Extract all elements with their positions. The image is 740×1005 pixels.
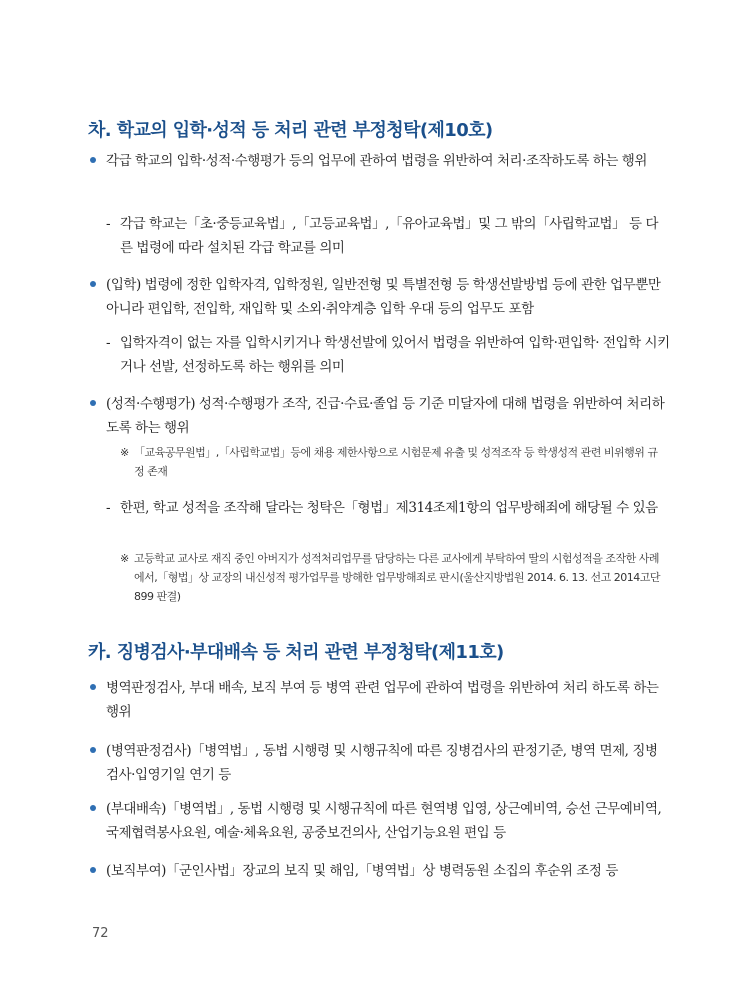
section-title-cha: 차. 학교의 입학·성적 등 처리 관련 부정청탁(제10호) bbox=[88, 120, 493, 141]
bullet-dot-icon bbox=[90, 157, 96, 163]
dash-text: 입학자격이 없는 자를 입학시키거나 학생선발에 있어서 법령을 위반하여 입학·편입학· 전입학 시키거나 선발, 선정하도록 하는 행위를 의미 bbox=[120, 335, 670, 375]
bullet-item bbox=[90, 392, 670, 440]
dash-text: 각급 학교는「초·중등교육법」,「고등교육법」,「유아교육법」및 그 밖의「사립학교법」 등 다른 법령에 따라 설치된 각급 학교를 의미 bbox=[120, 216, 659, 256]
dash-item bbox=[106, 496, 670, 520]
bullet-text: 병역판정검사, 부대 배속, 보직 부여 등 병역 관련 업무에 관하여 법령을 위반하여 처리 하도록 하는 행위 bbox=[106, 680, 659, 720]
bullet-item bbox=[90, 739, 670, 787]
section-title-ka: 카. 징병검사·부대배속 등 처리 관련 부정청탁(제11호) bbox=[88, 642, 504, 663]
bullet-text: (부대배속)「병역법」, 동법 시행령 및 시행규칙에 따른 현역병 입영, 상근예비역, 승선 근무예비역, 국제협력봉사요원, 예술·체육요원, 공중보건의사, 산업기능요원 편입 등 bbox=[106, 801, 662, 841]
note-text: 고등학교 교사로 재직 중인 아버지가 성적처리업무를 담당하는 다른 교사에게 부탁하여 딸의 시험성적을 조작한 사례에서,「형법」상 교장의 내신성적 평가업무를 방해한 업무방해죄로 판시(울산지방법원 2014. 6. 13. 선고 2014고단899 판결) bbox=[134, 552, 661, 603]
dash-mark: - bbox=[106, 216, 111, 232]
bullet-dot-icon bbox=[90, 805, 96, 811]
bullet-item bbox=[90, 676, 670, 724]
reference-note bbox=[120, 443, 665, 481]
bullet-dot-icon bbox=[90, 400, 96, 406]
bullet-dot-icon bbox=[90, 867, 96, 873]
dash-item bbox=[106, 331, 670, 379]
dash-item bbox=[106, 212, 670, 260]
bullet-item bbox=[90, 149, 670, 173]
bullet-item bbox=[90, 859, 670, 883]
dash-text: 한편, 학교 성적을 조작해 달라는 청탁은「형법」제314조제1항의 업무방해죄에 해당될 수 있음 bbox=[120, 500, 658, 516]
bullet-text: (보직부여)「군인사법」장교의 보직 및 해임,「병역법」상 병력동원 소집의 후순위 조정 등 bbox=[106, 863, 618, 879]
note-mark: ※ bbox=[120, 446, 129, 459]
page-number: 72 bbox=[92, 926, 109, 941]
note-text: 「교육공무원법」,「사립학교법」등에 채용 제한사항으로 시험문제 유출 및 성적조작 등 학생성적 관련 비위행위 규정 존재 bbox=[134, 446, 658, 478]
bullet-dot-icon bbox=[90, 747, 96, 753]
bullet-text: (성적·수행평가) 성적·수행평가 조작, 진급·수료·졸업 등 기준 미달자에 대해 법령을 위반하여 처리하도록 하는 행위 bbox=[106, 396, 665, 436]
reference-note bbox=[120, 549, 665, 606]
bullet-dot-icon bbox=[90, 684, 96, 690]
bullet-text: (입학) 법령에 정한 입학자격, 입학정원, 일반전형 및 특별전형 등 학생선발방법 등에 관한 업무뿐만 아니라 편입학, 전입학, 재입학 및 소외·취약계층 입학 우대 등의 업무도 포함 bbox=[106, 277, 661, 317]
note-mark: ※ bbox=[120, 552, 129, 565]
dash-mark: - bbox=[106, 500, 111, 516]
bullet-text: 각급 학교의 입학·성적·수행평가 등의 업무에 관하여 법령을 위반하여 처리·조작하도록 하는 행위 bbox=[106, 153, 647, 169]
bullet-text: (병역판정검사)「병역법」, 동법 시행령 및 시행규칙에 따른 징병검사의 판정기준, 병역 면제, 징병검사·입영기일 연기 등 bbox=[106, 743, 658, 783]
bullet-item bbox=[90, 273, 670, 321]
dash-mark: - bbox=[106, 335, 111, 351]
bullet-dot-icon bbox=[90, 281, 96, 287]
bullet-item bbox=[90, 797, 670, 845]
